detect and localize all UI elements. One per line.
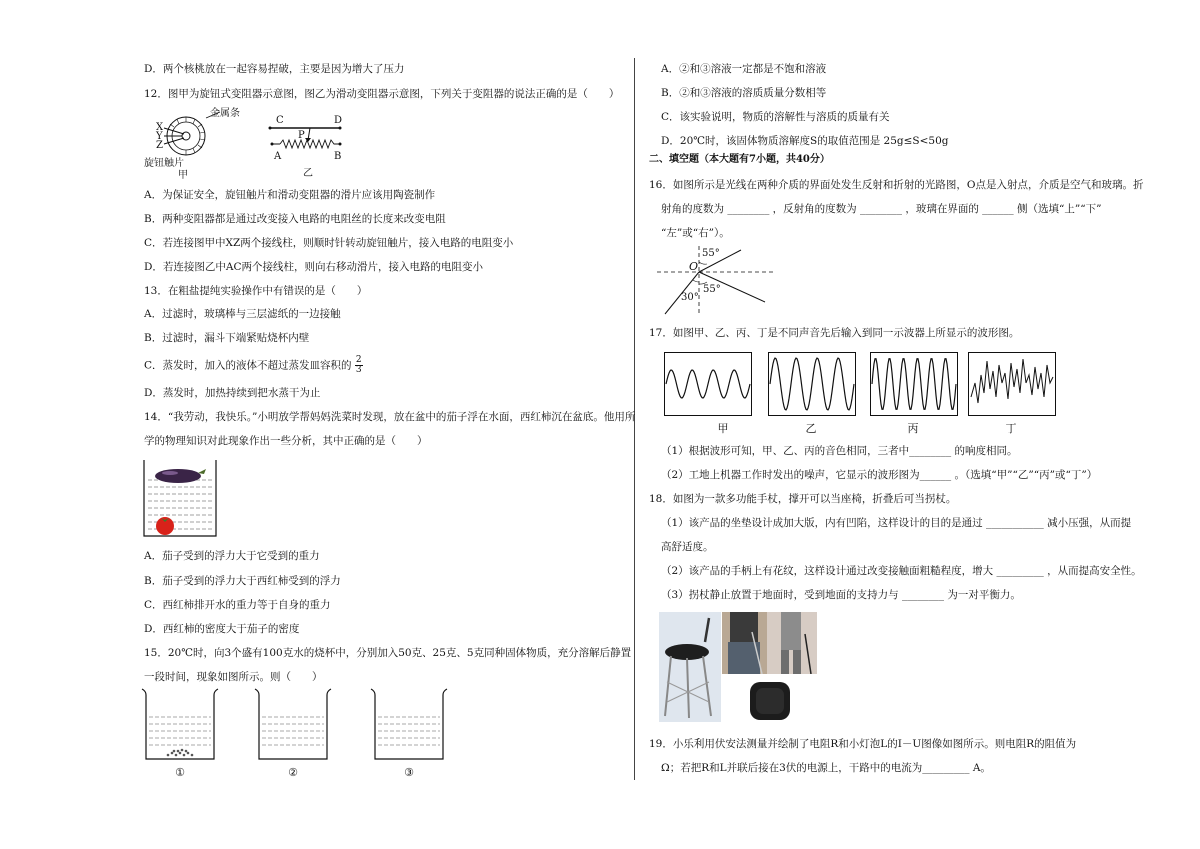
label-d: D bbox=[334, 115, 343, 126]
q15-stem-line1: 15．20℃时，向3个盛有100克水的烧杯中，分别加入50克、25克、5克同种固体物质，充分溶解后静置 bbox=[144, 647, 632, 659]
point-o-label: O bbox=[689, 260, 699, 273]
q13-option-d: D．蒸发时，加热持续到把水蒸干为止 bbox=[144, 387, 321, 399]
rheostat-figure bbox=[140, 106, 360, 181]
q18-sub3: （3）拐杖静止放置于地面时，受到地面的支持力与 ________ 为一对平衡力。 bbox=[661, 589, 1021, 601]
label-c: C bbox=[276, 115, 284, 126]
q12-option-d: D．若连接图乙中AC两个接线柱，则向右移动滑片，接入电路的电阻变小 bbox=[144, 261, 484, 273]
seat-cushion-photo bbox=[748, 680, 792, 722]
q11-option-d: D．两个核桃放在一起容易捏破，主要是因为增大了压力 bbox=[144, 63, 405, 75]
q13-option-a: A．过滤时，玻璃棒与三层滤纸的一边接触 bbox=[144, 308, 341, 320]
waveform-yi-label: 乙 bbox=[805, 422, 817, 435]
q17-sub2: （2）工地上机器工作时发出的噪声，它显示的波形图为______ 。（选填“甲”“乙”“丙”或“丁”） bbox=[661, 469, 1098, 481]
label-a: A bbox=[274, 151, 282, 162]
person-walking-photo bbox=[767, 612, 817, 674]
cane-chair-photo bbox=[659, 612, 721, 722]
q15-option-c: C．该实验说明，物质的溶解性与溶质的质量有关 bbox=[661, 111, 890, 123]
q18-sub1-line2: 高舒适度。 bbox=[661, 541, 714, 553]
q13-option-c bbox=[144, 356, 363, 375]
q12-option-b: B．两种变阻器都是通过改变接入电路的电阻丝的长度来改变电阻 bbox=[144, 213, 446, 225]
q14-option-a: A．茄子受到的浮力大于它受到的重力 bbox=[144, 550, 320, 562]
fraction-two-thirds: $\frac{2}{3}$ bbox=[355, 355, 362, 375]
waveform-jia bbox=[664, 352, 752, 416]
q18-stem: 18．如图为一款多功能手杖，撑开可以当座椅，折叠后可当拐杖。 bbox=[649, 493, 957, 505]
q19-line2: Ω；若把R和L并联后接在3伏的电源上，干路中的电流为_________ A。 bbox=[661, 762, 991, 774]
waveform-ding bbox=[968, 352, 1056, 416]
q14-stem-line2: 学的物理知识对此现象作出一些分析，其中正确的是（ ） bbox=[144, 435, 428, 447]
basin-diagram bbox=[140, 456, 220, 538]
eggplant-icon bbox=[155, 469, 201, 483]
waveform-yi bbox=[768, 352, 856, 416]
q14-option-c: C．西红柿排开水的重力等于自身的重力 bbox=[144, 599, 331, 611]
basin-figure bbox=[140, 456, 220, 538]
q15-stem-line2: 一段时间，现象如图所示。则（ ） bbox=[144, 671, 323, 683]
label-knob: 旋钮触片 bbox=[144, 158, 184, 169]
q15-option-d: D．20℃时，该固体物质溶解度S的取值范围是 25g≤S<50g bbox=[661, 135, 949, 147]
light-path-figure bbox=[655, 244, 775, 316]
waveform-bing bbox=[870, 352, 958, 416]
label-metal-strip: 金属条 bbox=[210, 108, 240, 119]
angle-55-bottom: 55° bbox=[703, 284, 721, 295]
q14-stem-line1: 14．“我劳动，我快乐。”小明放学帮妈妈洗菜时发现，放在盆中的茄子浮在水面，西红柿沉在盆底。他用所 bbox=[144, 411, 636, 423]
q18-sub1-line1: （1）该产品的坐垫设计成加大版，内有凹陷，这样设计的目的是通过 ___________ 减小压强，从而提 bbox=[661, 517, 1132, 529]
q19-line1: 19．小乐利用伏安法测量并绘制了电阻R和小灯泡L的I－U图像如图所示。则电阻R的阻值为 bbox=[649, 738, 1077, 750]
q16-line1: 16．如图所示是光线在两种介质的界面处发生反射和折射的光路图，O点是入射点，介质是空气和玻璃。折 bbox=[649, 179, 1144, 191]
q17-stem: 17．如图甲、乙、丙、丁是不同声音先后输入到同一示波器上所显示的波形图。 bbox=[649, 327, 1020, 339]
angle-55-top: 55° bbox=[702, 248, 720, 259]
waveform-jia-label: 甲 bbox=[717, 422, 729, 435]
q18-sub2: （2）该产品的手柄上有花纹，这样设计通过改变接触面粗糙程度，增大 _________ ，从而提高安全性。 bbox=[661, 565, 1142, 577]
label-yi: 乙 bbox=[303, 168, 313, 179]
tomato-icon bbox=[156, 517, 174, 535]
q12-stem: 12．图甲为旋钮式变阻器示意图，图乙为滑动变阻器示意图，下列关于变阻器的说法正确的是（ ） bbox=[144, 88, 620, 100]
beaker-3-label: ③ bbox=[404, 766, 414, 779]
section-fill-in-title: 二、填空题（本大题有7小题，共40分） bbox=[649, 154, 830, 165]
q12-option-c: C．若连接图甲中XZ两个接线柱，则顺时针转动旋钮触片，接入电路的电阻变小 bbox=[144, 237, 514, 249]
label-p: P bbox=[298, 130, 305, 141]
waveform-ding-label: 丁 bbox=[1005, 422, 1017, 435]
q13-option-b: B．过滤时，漏斗下端紧贴烧杯内壁 bbox=[144, 332, 310, 344]
q15-option-a: A．②和③溶液一定都是不饱和溶液 bbox=[661, 63, 827, 75]
beaker-1-label: ① bbox=[175, 766, 185, 779]
angle-30: 30° bbox=[681, 292, 699, 303]
label-jia: 甲 bbox=[178, 170, 188, 181]
q13-option-c-text: C．蒸发时，加入的液体不超过蒸发皿容积的 bbox=[144, 359, 352, 372]
q15-option-b: B．②和③溶液的溶质质量分数相等 bbox=[661, 87, 827, 99]
beaker-1 bbox=[140, 687, 220, 762]
q16-line2: 射角的度数为 ________ ，反射角的度数为 ________ ，玻璃在界面的 ______ 侧（选填“上”“下” bbox=[661, 203, 1102, 215]
waveform-bing-label: 丙 bbox=[907, 422, 919, 435]
q16-line3: “左”或“右”）。 bbox=[661, 227, 730, 239]
beaker-2-label: ② bbox=[288, 766, 298, 779]
label-y: Y bbox=[156, 131, 163, 142]
beaker-2 bbox=[253, 687, 333, 762]
q13-stem: 13．在粗盐提纯实验操作中有错误的是（ ） bbox=[144, 285, 368, 297]
q14-option-d: D．西红柿的密度大于茄子的密度 bbox=[144, 623, 300, 635]
label-b: B bbox=[334, 151, 342, 162]
q17-sub1: （1）根据波形可知，甲、乙、丙的音色相同，三者中________ 的响度相同。 bbox=[661, 445, 1018, 457]
q14-option-b: B．茄子受到的浮力大于西红柿受到的浮力 bbox=[144, 575, 341, 587]
label-x: X bbox=[156, 122, 164, 133]
person-sitting-photo bbox=[722, 612, 767, 674]
q12-option-a: A．为保证安全，旋钮触片和滑动变阻器的滑片应该用陶瓷制作 bbox=[144, 189, 436, 201]
label-z: Z bbox=[156, 140, 163, 151]
beaker-3 bbox=[369, 687, 449, 762]
